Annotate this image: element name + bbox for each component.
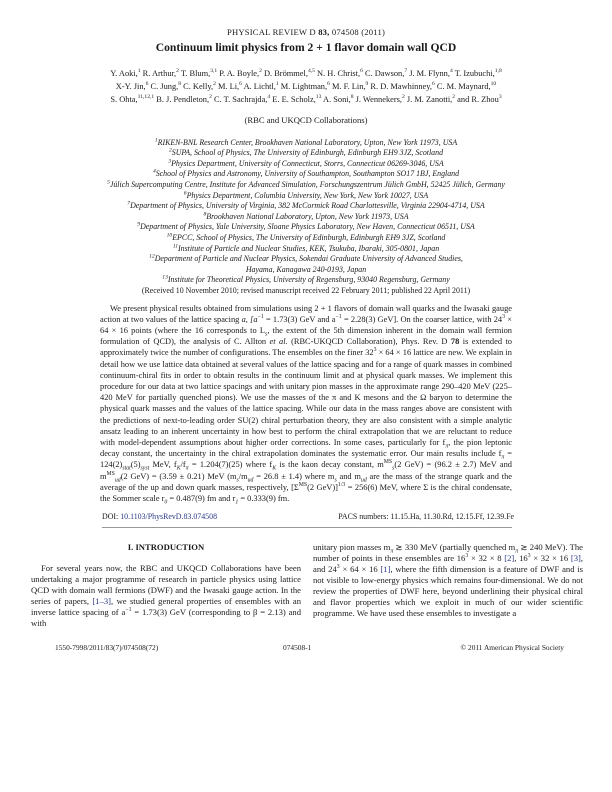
affiliation: $^2$SUPA, School of Physics, The University of Edinburgh, Edinburgh EH9 3JZ, Scotland xyxy=(168,147,444,158)
column-left xyxy=(31,542,301,629)
citation-link[interactable]: [2] xyxy=(504,553,515,564)
affiliation: Hayama, Kanagawa 240-0193, Japan xyxy=(245,264,367,274)
affiliation: $^7$Department of Physics, University of Virginia, 382 McCormick Road Charlottesville, Virginia 22904-4714, USA xyxy=(127,200,485,211)
author: M. Lightman,$^6$ xyxy=(280,81,330,92)
author-line xyxy=(36,93,576,106)
author: J. M. Zanotti,$^2$ xyxy=(406,94,456,105)
body-columns xyxy=(31,542,583,629)
affiliation-list xyxy=(18,138,594,286)
author: M. Li,$^6$ xyxy=(217,81,242,92)
author: A. Lichtl,$^1$ xyxy=(243,81,279,92)
article-number: 074508 (2011) xyxy=(331,27,386,37)
affiliation: $^3$Physics Department, University of Connecticut, Storrs, Connecticut 06269-3046, USA xyxy=(168,158,444,168)
page-footer xyxy=(0,643,612,655)
author: R. D. Mawhinney,$^6$ xyxy=(370,81,435,92)
affiliation: $^5$Jülich Supercomputing Centre, Institute for Advanced Simulation, Forschungszentrum Jülich GmbH, 52425 Jülich, Germany xyxy=(107,179,505,189)
copyright: © 2011 American Physical Society xyxy=(460,643,564,653)
author: C. Dawson,$^7$ xyxy=(364,68,408,78)
citation-link[interactable]: [3] xyxy=(570,553,581,564)
affiliation: $^1$RIKEN-BNL Research Center, Brookhaven National Laboratory, Upton, New York 11973, USA xyxy=(154,136,458,147)
author: N. H. Christ,$^6$ xyxy=(317,68,363,78)
author: B. J. Pendleton,$^2$ xyxy=(156,94,212,105)
author-list xyxy=(0,67,612,107)
collaboration: (RBC and UKQCD Collaborations) xyxy=(244,114,368,125)
author: S. Ohta,$^{11,12,1}$ xyxy=(110,94,155,105)
affiliation: $^{12}$Department of Particle and Nuclear Physics, Sokendai Graduate University of Advanced Studies, xyxy=(149,253,463,264)
received-dates: (Received 10 November 2010; revised manuscript received 22 February 2011; published 22 April 2011) xyxy=(141,285,471,295)
affiliation: $^9$Department of Physics, Yale University, Sloane Physics Laboratory, New Haven, Connecticut 06511, USA xyxy=(137,221,475,232)
author: J. M. Flynn,$^4$ xyxy=(409,68,453,78)
author: X-Y. Jin,$^6$ xyxy=(115,81,149,92)
author: C. Kelly,$^2$ xyxy=(183,81,216,92)
paper-title: Continuum limit physics from 2 + 1 flavor domain wall QCD xyxy=(155,41,457,54)
author-line xyxy=(36,67,576,80)
doi-link[interactable]: 10.1103/PhysRevD.83.074508 xyxy=(120,512,218,522)
affiliation: $^8$Brookhaven National Laboratory, Upton, New York 11973, USA xyxy=(203,211,409,221)
author: C. M. Maynard,$^{10}$ xyxy=(436,81,497,92)
author: M. F. Lin,$^9$ xyxy=(331,81,369,92)
author: T. Blum,$^{3,1}$ xyxy=(180,68,218,78)
affiliation: $^{10}$EPCC, School of Physics, The University of Edinburgh, Edinburgh EH9 3JZ, Scotland xyxy=(166,232,446,242)
section-heading: I. INTRODUCTION xyxy=(127,542,205,553)
journal-volume: 83, xyxy=(318,27,330,37)
author: A. Soni,$^8$ xyxy=(323,94,354,105)
doi-pacs-line xyxy=(102,512,514,522)
abstract xyxy=(100,303,512,505)
doi-block xyxy=(102,512,217,522)
journal-name: PHYSICAL REVIEW D xyxy=(226,27,316,37)
author: and R. Zhou$^3$ xyxy=(457,94,502,105)
author: P. A. Boyle,$^2$ xyxy=(219,68,262,78)
author: Y. Aoki,$^1$ xyxy=(110,68,141,78)
column-right xyxy=(313,542,583,629)
affiliation: $^{11}$Institute of Particle and Nuclear Studies, KEK, Tsukuba, Ibaraki, 305-0801, Japan xyxy=(172,242,440,253)
author: C. T. Sachrajda,$^4$ xyxy=(213,94,271,105)
citation-link[interactable]: [1] xyxy=(380,564,391,575)
affiliation: $^{13}$Institute for Theoretical Physics, University of Regensburg, 93040 Regensburg, Germany xyxy=(162,274,450,285)
author: T. Izubuchi,$^{1,8}$ xyxy=(454,68,502,78)
abstract-paragraph: We present physical results obtained from simulations using 2 + 1 flavors of domain wall quarks and the Iwasaki gauge action at two values of the lattice spacing a, [$a^{-1} = 1.73(3)$ GeV and $a^{-1} = 2.28(3)$ GeV]. On the coarser lattice, with $24^3 \times 64 \times 16$ points (where the 16 corresponds to $L_s$, the extent of the 5th dimension inherent in the domain wall fermion formulation of QCD), the analysis of C. Allton et al. (RBC-UKQCD Collaboration), Phys. Rev. D 78 is extended to approximately twice the number of configurations. The ensembles on the finer $32^3 \times 64 \times 16$ lattice are new. We explain in detail how we use lattice data obtained at several values of the lattice spacing and for a range of quark masses in combined continuum-chiral fits in order to obtain results in the continuum limit and at physical quark masses. We implement this procedure for our data at two lattice spacings and with unitary pion masses in the approximate range 290–420 MeV (225–420 MeV for partially quenched pions). We use the masses of the π and K mesons and the Ω baryon to determine the physical quark masses and the values of the lattice spacing. While our data in the mass ranges above are consistent with the predictions of next-to-leading order SU(2) chiral perturbation theory, they are also consistent with a simple analytic ansatz leading to an inherent uncertainty in how best to perform the chiral extrapolation that we are reluctant to reduce with model-dependent assumptions about higher order corrections. In some cases, particularly for $f_\pi$, the pion leptonic decay constant, the uncertainty in the chiral extrapolation dominates the systematic error. Our main results include $f_\pi = 124(2)_{stat}(5)_{syst}$ MeV, $f_K/f_\pi = 1.204(7)(25)$ where $f_K$ is the kaon decay constant, $m^{MS}_s(2$ GeV) = (96.2 ± 2.7) MeV and $m^{MS}_{ud}(2$ GeV) = (3.59 ± 0.21) MeV $(m_s/m_{ud} = 26.8 \pm 1.4)$ where $m_s$ and $m_{ud}$ are the mass of the strange quark and the average of the up and down quark masses, respectively, [$\Sigma^{MS}(2$ GeV)]$^{1/3}$ = 256(6) MeV, where Σ is the chiral condensate, the Sommer scale $r_0 = 0.487(9)$ fm and $r_1 = 0.333(9)$ fm. xyxy=(100,303,512,506)
author: D. Brömmel,$^{4,5}$ xyxy=(263,68,315,78)
doi-label: DOI: xyxy=(102,512,121,522)
affiliations xyxy=(0,138,612,297)
running-header xyxy=(0,27,612,38)
author: E. E. Scholz,$^{13}$ xyxy=(272,94,322,105)
intro-paragraph-continued: unitary pion masses $m_\pi$ ≳ 330 MeV (partially quenched $m_\pi$ ≳ 240 MeV). The number of points in these ensembles are $16^3 \times 32 \times 8$ [2], $16^3 \times 32 \times 16$ [3], and $24^3 \times 64 \times 16$ [1], where the fifth dimension is a feature of DWF and is not visible to low-energy physics which remains four-dimensional. We do not review the properties of DWF here, beyond underlining their physical chiral and flavor properties which we exploit in much of our wider scientific programme. We have used these ensembles to investigate a xyxy=(313,542,584,619)
divider xyxy=(102,527,512,528)
intro-paragraph: For several years now, the RBC and UKQCD Collaborations have been undertaking a major programme of research in particle physics using lattice QCD with domain wall fermions (DWF) and the Iwasaki gauge action. In the series of papers, [1–3], we studied general properties of ensembles with an inverse lattice spacing of $a^{-1} = 1.73(3)$ GeV (corresponding to β = 2.13) and with xyxy=(31,563,301,629)
page-number: 074508-1 xyxy=(283,643,312,653)
affiliation: $^4$School of Physics and Astronomy, University of Southampton, Southampton SO17 1BJ, England xyxy=(152,168,460,179)
affiliation: $^6$Physics Department, Columbia University, New York, New York 10027, USA xyxy=(183,189,429,200)
citation-link[interactable]: [1–3] xyxy=(92,596,112,607)
author: C. Jung,$^8$ xyxy=(150,81,182,92)
pacs-numbers: PACS numbers: 11.15.Ha, 11.30.Rd, 12.15.Ff, 12.39.Fe xyxy=(338,512,514,522)
author-line xyxy=(36,80,576,93)
author: J. Wennekers,$^2$ xyxy=(355,94,405,105)
author: R. Arthur,$^2$ xyxy=(142,68,179,78)
footer-issn: 1550-7998/2011/83(7)/074508(72) xyxy=(55,643,159,653)
